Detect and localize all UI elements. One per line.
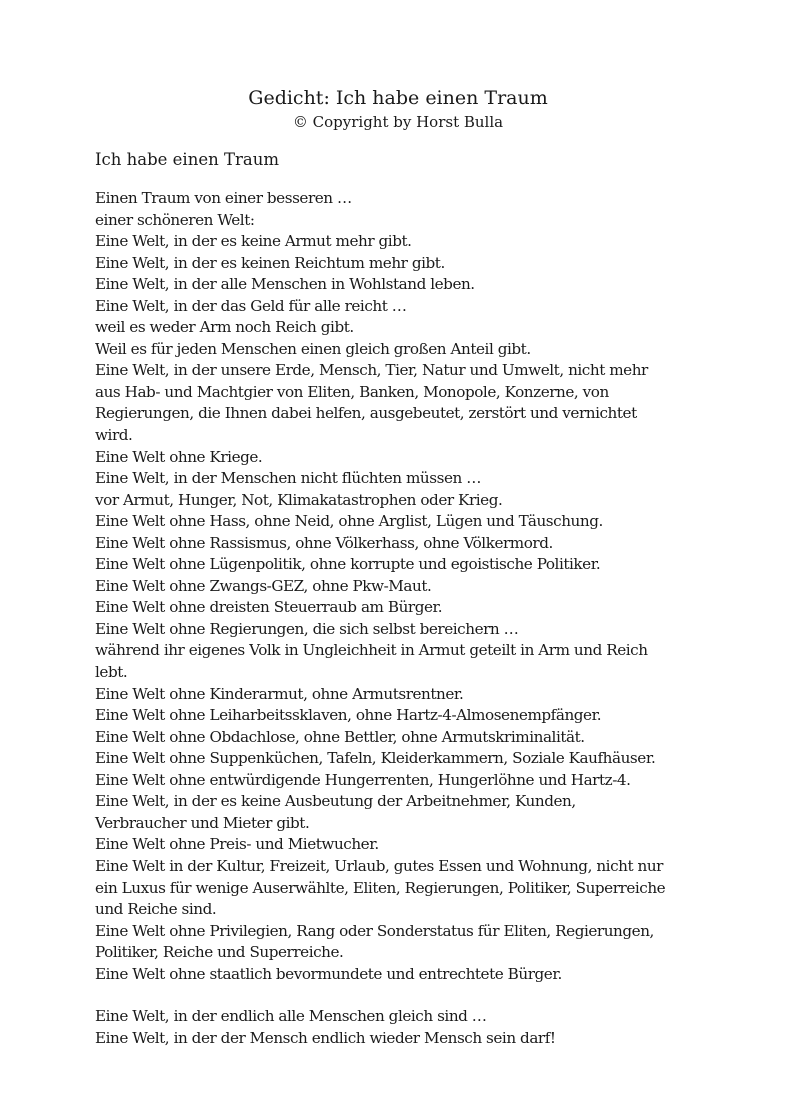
copyright-notice: © Copyright by Horst Bulla: [292, 113, 504, 131]
poem-line: Eine Welt, in der es keine Ausbeutung der Arbeitnehmer, Kunden,: [95, 792, 576, 811]
poem-line: und Reiche sind.: [95, 900, 217, 919]
poem-line: Weil es für jeden Menschen einen gleich großen Anteil gibt.: [95, 339, 531, 358]
poem-line: Eine Welt, in der unsere Erde, Mensch, Tier, Natur und Umwelt, nicht mehr: [95, 361, 648, 380]
poem-line: Eine Welt ohne Leiharbeitssklaven, ohne Hartz-4-Almosenempfänger.: [95, 706, 602, 725]
poem-line: Einen Traum von einer besseren …: [95, 189, 352, 207]
poem-line: Eine Welt ohne Privilegien, Rang oder Sonderstatus für Eliten, Regierungen,: [95, 921, 654, 940]
poem-body: [95, 188, 735, 1049]
poem-line: Eine Welt, in der endlich alle Menschen gleich sind …: [95, 1007, 487, 1026]
poem-line: Eine Welt ohne Hass, ohne Neid, ohne Arglist, Lügen und Täuschung.: [95, 512, 603, 531]
poem-line: Eine Welt, in der es keinen Reichtum mehr gibt.: [95, 253, 445, 272]
poem-stanza: [95, 188, 735, 985]
poem-line: Regierungen, die Ihnen dabei helfen, ausgebeutet, zerstört und vernichtet: [95, 404, 637, 423]
poem-line: Eine Welt ohne staatlich bevormundete und entrechtete Bürger.: [95, 964, 562, 983]
poem-line: Eine Welt ohne entwürdigende Hungerrenten, Hungerlöhne und Hartz-4.: [95, 770, 631, 789]
poem-line: Eine Welt ohne Kinderarmut, ohne Armutsrentner.: [95, 684, 464, 703]
poem-line: Eine Welt, in der das Geld für alle reicht …: [95, 296, 407, 315]
poem-line: wird.: [95, 426, 133, 445]
poem-line: Eine Welt, in der es keine Armut mehr gibt.: [95, 232, 412, 251]
poem-line: Eine Welt ohne Zwangs-GEZ, ohne Pkw-Maut.: [95, 576, 432, 595]
poem-line: Eine Welt ohne Rassismus, ohne Völkerhass, ohne Völkermord.: [95, 533, 553, 552]
poem-line: ein Luxus für wenige Auserwählte, Eliten, Regierungen, Politiker, Superreiche: [95, 878, 666, 897]
poem-line: Eine Welt, in der der Mensch endlich wieder Mensch sein darf!: [95, 1028, 556, 1047]
poem-line: Eine Welt, in der Menschen nicht flüchten müssen …: [95, 469, 481, 488]
poem-line: weil es weder Arm noch Reich gibt.: [95, 318, 354, 337]
poem-line: vor Armut, Hunger, Not, Klimakatastrophen oder Krieg.: [95, 490, 503, 509]
poem-line: Eine Welt ohne Obdachlose, ohne Bettler, ohne Armutskriminalität.: [95, 727, 585, 746]
poem-line: lebt.: [95, 663, 128, 682]
poem-stanza: [95, 1006, 735, 1049]
poem-line: Verbraucher und Mieter gibt.: [95, 813, 310, 832]
poem-line: während ihr eigenes Volk in Ungleichheit in Armut geteilt in Arm und Reich: [95, 641, 648, 660]
poem-line: einer schöneren Welt:: [95, 210, 255, 229]
poem-line: Eine Welt ohne dreisten Steuerraub am Bürger.: [95, 598, 443, 617]
poem-line: Eine Welt ohne Lügenpolitik, ohne korrupte und egoistische Politiker.: [95, 555, 601, 574]
poem-line: Eine Welt, in der alle Menschen in Wohlstand leben.: [95, 275, 475, 294]
poem-line: Eine Welt in der Kultur, Freizeit, Urlaub, gutes Essen und Wohnung, nicht nur: [95, 856, 663, 875]
poem-line: Eine Welt ohne Preis- und Mietwucher.: [95, 835, 379, 854]
poem-line: Politiker, Reiche und Superreiche.: [95, 943, 344, 962]
poem-line: aus Hab- und Machtgier von Eliten, Banken, Monopole, Konzerne, von: [95, 382, 609, 401]
poem-line: Eine Welt ohne Suppenküchen, Tafeln, Kleiderkammern, Soziale Kaufhäuser.: [95, 749, 656, 768]
document-title: Gedicht: Ich habe einen Traum: [248, 87, 548, 109]
poem-line: Eine Welt ohne Kriege.: [95, 447, 263, 466]
poem-heading: Ich habe einen Traum: [95, 150, 279, 169]
poem-line: Eine Welt ohne Regierungen, die sich selbst bereichern …: [95, 619, 519, 638]
